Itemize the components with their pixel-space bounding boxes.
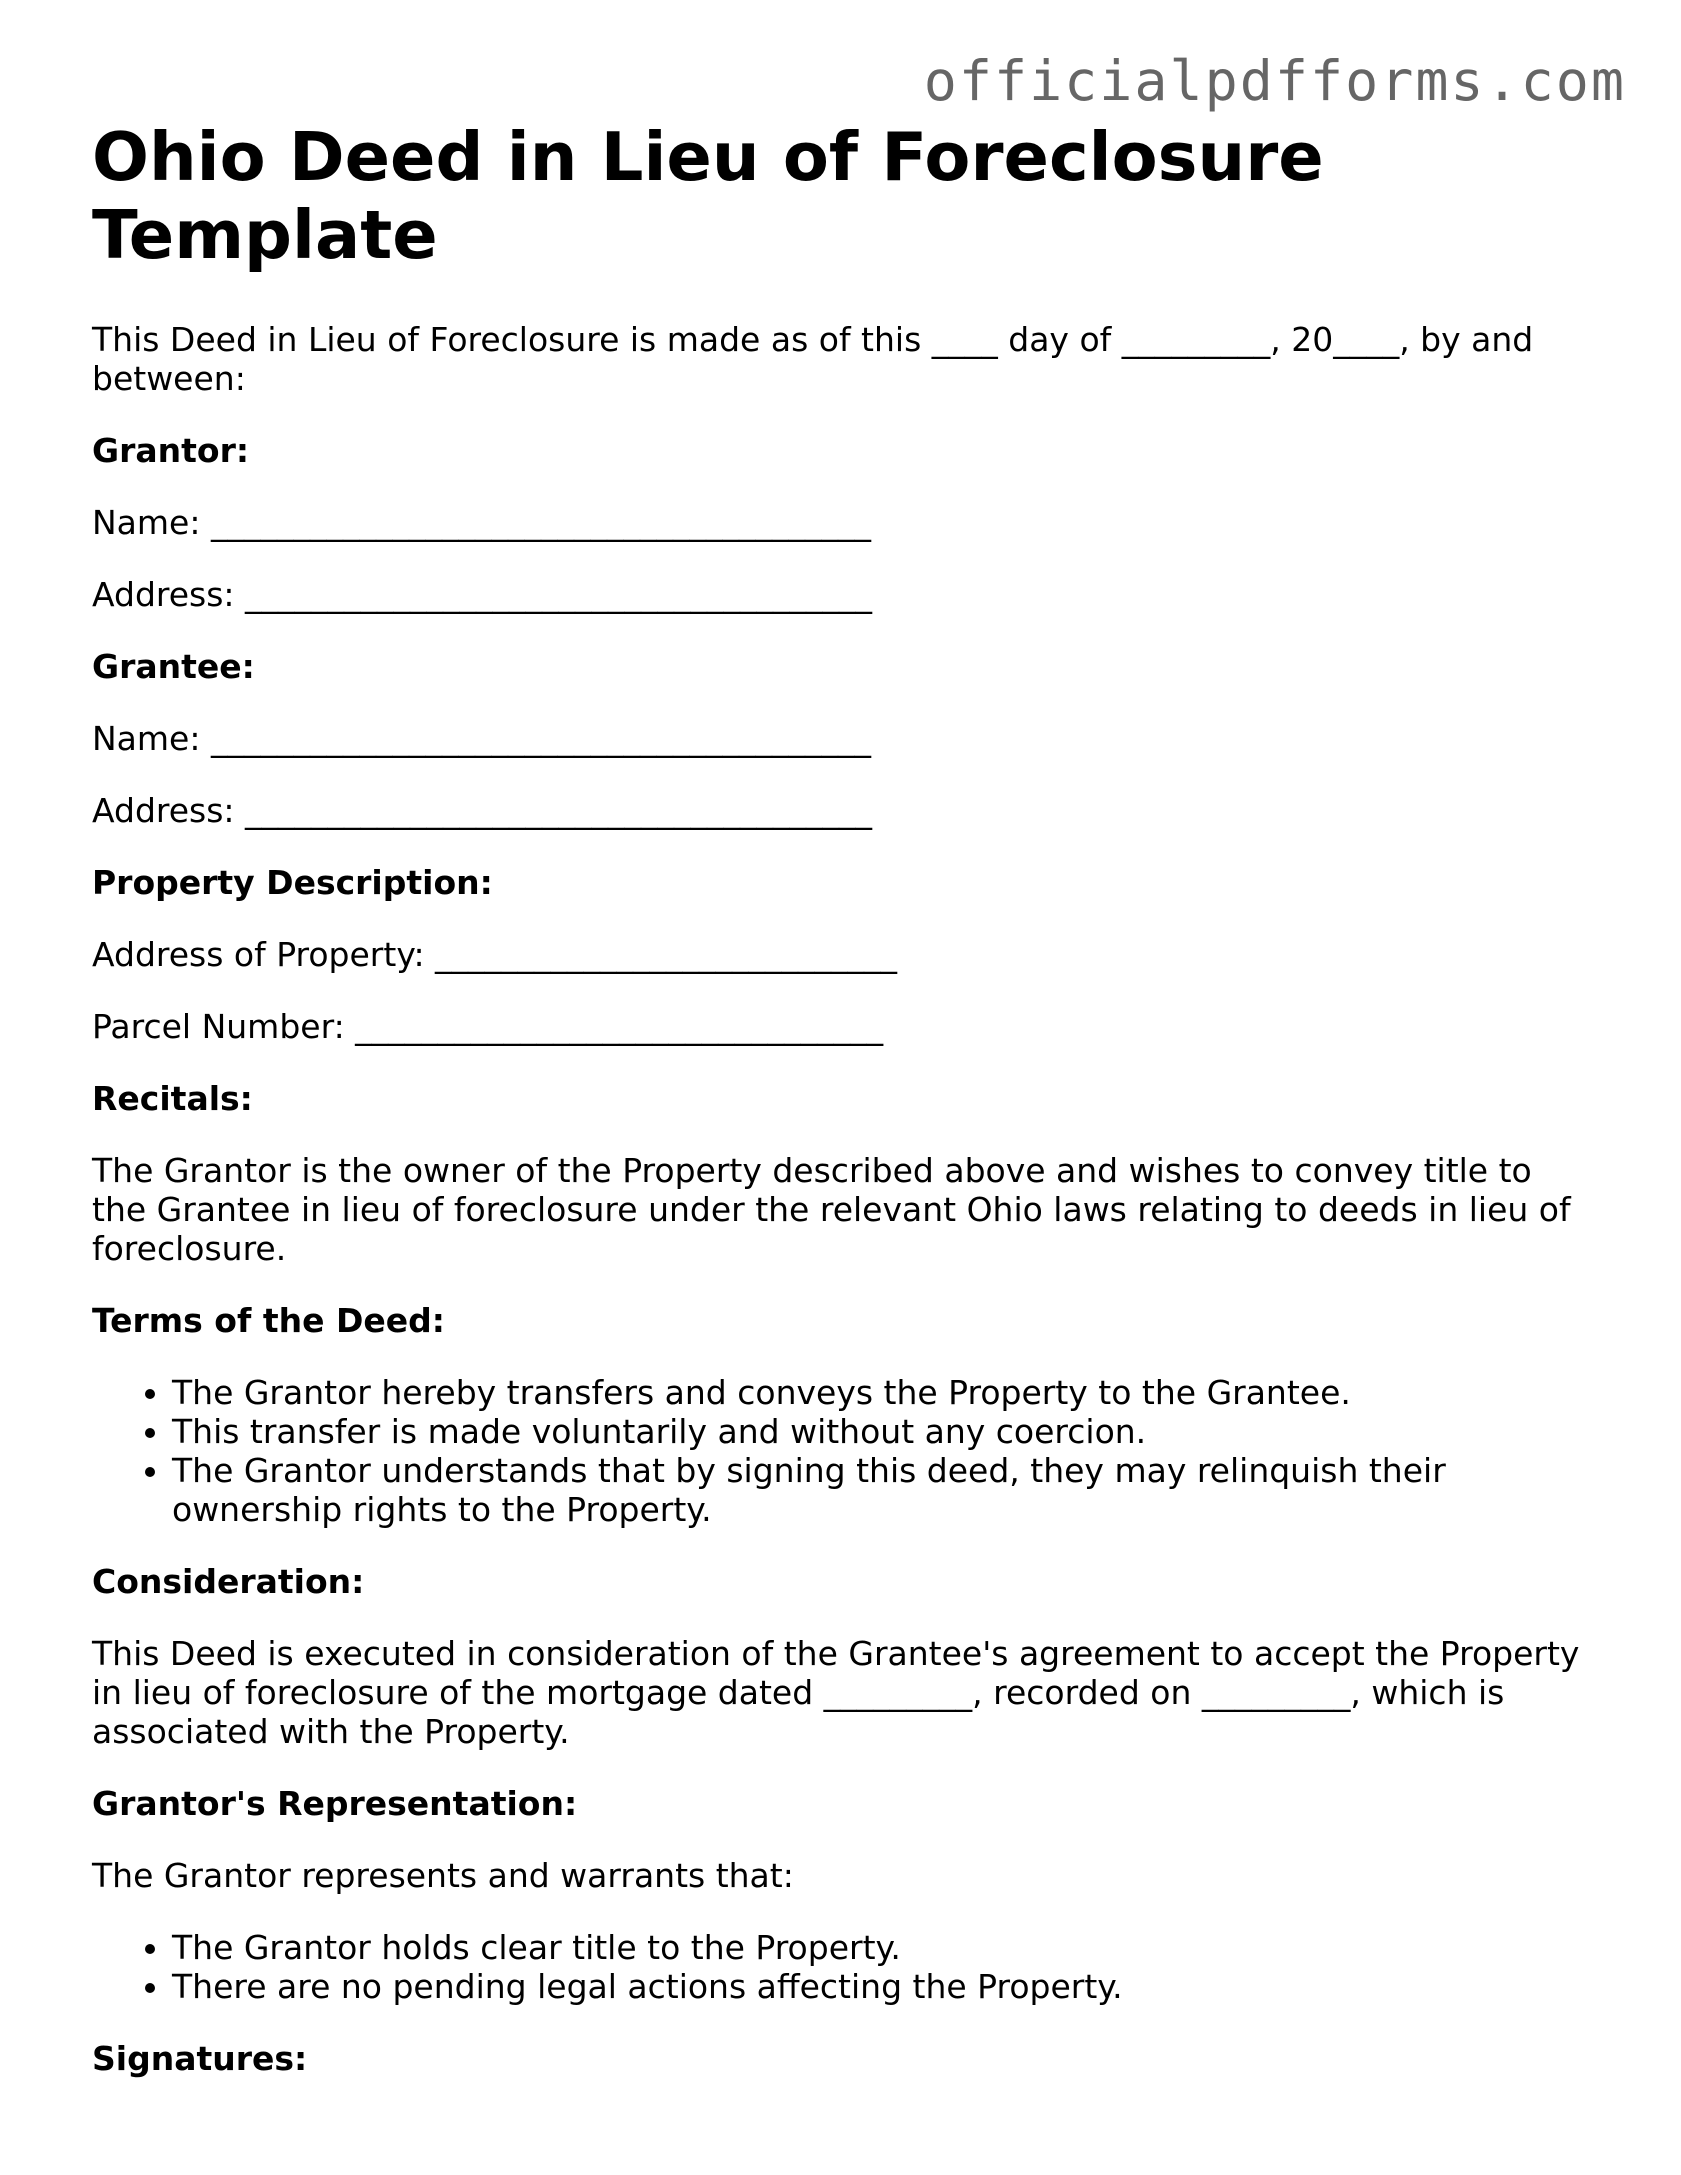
consideration-text: This Deed is executed in consideration of the Grantee's agreement to accept the Property in lieu of foreclosure of the mortgage dated _________, recorded on _________, which is associated with the Property. — [92, 1634, 1580, 1751]
grantee-heading: Grantee: — [92, 647, 255, 686]
list-item: • The Grantor hereby transfers and conveys the Property to the Grantee. — [172, 1373, 1592, 1412]
representation-list — [92, 1928, 1592, 2006]
consideration-heading: Consideration: — [92, 1562, 365, 1601]
list-item: • The Grantor holds clear title to the Property. — [172, 1928, 1592, 1967]
signatures-heading: Signatures: — [92, 2039, 308, 2078]
watermark: officialpdfforms.com — [923, 49, 1626, 113]
property-address-field: Address of Property: ____________________________ — [92, 935, 898, 974]
page-title: Ohio Deed in Lieu of Foreclosure Template — [92, 118, 1324, 274]
intro-paragraph: This Deed in Lieu of Foreclosure is made as of this ____ day of _________, 20____, by and between: — [92, 320, 1534, 398]
grantor-name-field: Name: ________________________________________ — [92, 503, 871, 542]
grantor-address-field: Address: ______________________________________ — [92, 575, 873, 614]
list-item: • There are no pending legal actions affecting the Property. — [172, 1967, 1592, 2006]
grantee-name-field: Name: ________________________________________ — [92, 719, 871, 758]
terms-list — [92, 1373, 1592, 1529]
parcel-number-field: Parcel Number: ________________________________ — [92, 1007, 884, 1046]
grantor-heading: Grantor: — [92, 431, 250, 470]
representation-heading: Grantor's Representation: — [92, 1784, 578, 1823]
list-item: • The Grantor understands that by signing this deed, they may relinquish their ownership rights to the Property. — [172, 1451, 1592, 1529]
grantee-address-field: Address: ______________________________________ — [92, 791, 873, 830]
document-page — [92, 118, 1592, 2078]
representation-text: The Grantor represents and warrants that: — [92, 1856, 794, 1895]
terms-heading: Terms of the Deed: — [92, 1301, 445, 1340]
list-item: • This transfer is made voluntarily and without any coercion. — [172, 1412, 1592, 1451]
property-heading: Property Description: — [92, 863, 493, 902]
recitals-heading: Recitals: — [92, 1079, 253, 1118]
recitals-text: The Grantor is the owner of the Property described above and wishes to convey title to the Grantee in lieu of foreclosure under the relevant Ohio laws relating to deeds in lieu of foreclosure. — [92, 1151, 1571, 1268]
